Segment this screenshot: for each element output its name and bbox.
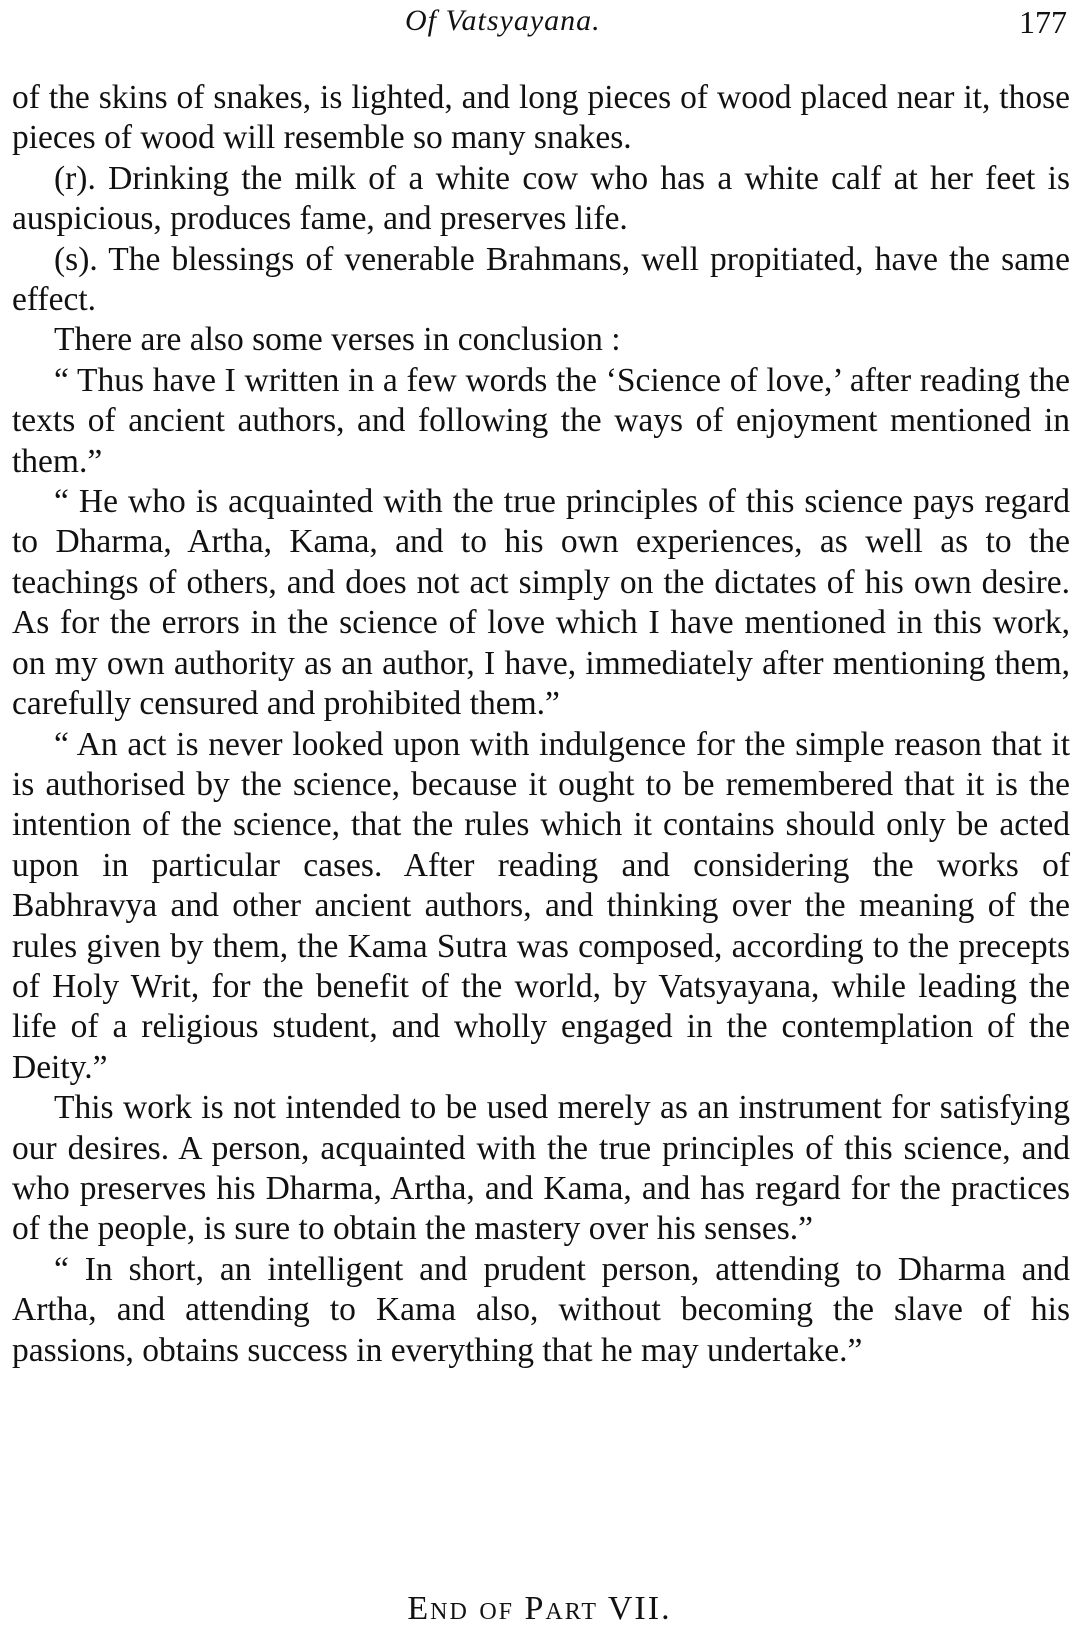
paragraph-verse-2: “ He who is acquainted with the true principles of this science pays regard to Dharma, Artha, Kama, and to his own experiences, as well as to the teachings of others, and does not act simply on the dictates of his own desire. As for the errors in the science of love which I have mentioned in this work, on my own authority as an author, I have, immediately after mentioning them, carefully censured and prohibited them.” — [12, 483, 1070, 723]
page-number: 177 — [1019, 4, 1067, 40]
paragraph-verse-5: “ In short, an intelligent and prudent person, attending to Dharma and Artha, and attending to Kama also, without becoming the slave of his passions, obtains success in everything that he may undertake.” — [12, 1250, 1070, 1369]
paragraph-verse-1: “ Thus have I written in a few words the ‘Science of love,’ after reading the texts of ancient authors, and following the ways of enjoyment mentioned in them.” — [12, 361, 1070, 480]
running-title: Of Vatsyayana. — [405, 4, 601, 37]
running-head — [0, 4, 1079, 44]
paragraph-verse-3: “ An act is never looked upon with indulgence for the simple reason that it is authorised by the science, because it ought to be remembered that it is the intention of the science, that the rules which it contains should only be acted upon in particular cases. After reading and considering the works of Babhravya and other ancient authors, and thinking over the meaning of the rules given by them, the Kama Sutra was composed, according to the precepts of Holy Writ, for the benefit of the world, by Vatsyayana, while leading the life of a religious student, and wholly engaged in the contemplation of the Deity.” — [12, 725, 1070, 1086]
paragraph-verses-intro: There are also some verses in conclusion : — [54, 321, 621, 359]
paragraph-item-s: (s). The blessings of venerable Brahmans, well propitiated, have the same effect. — [12, 240, 1070, 319]
paragraph-verse-4: This work is not intended to be used merely as an instrument for satisfying our desires. A person, acquainted with the true principles of this science, and who preserves his Dharma, Artha, and Kama, and has regard for the practices of the people, is sure to obtain the mastery over his senses.” — [12, 1089, 1070, 1248]
paragraph-continued: of the skins of snakes, is lighted, and long pieces of wood placed near it, those pieces of wood will resemble so many snakes. — [12, 79, 1070, 157]
body-text — [12, 78, 1070, 1371]
end-of-part-heading: End of Part VII. — [407, 1590, 672, 1627]
paragraph-item-r: (r). Drinking the milk of a white cow who has a white calf at her feet is auspicious, produces fame, and preserves life. — [12, 159, 1070, 238]
